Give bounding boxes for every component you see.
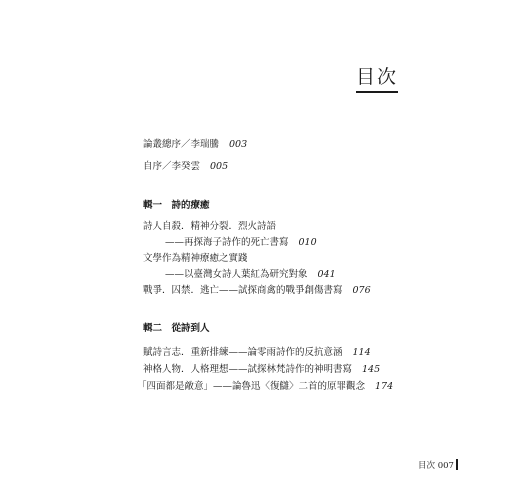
toc-entry-page: 003 <box>229 139 248 150</box>
section-heading-part1: 輯一 詩的療癒 <box>143 200 210 211</box>
toc-entry <box>143 285 371 297</box>
footer-page-number: 007 <box>437 461 454 471</box>
toc-entry-text: 自序／李癸雲 <box>143 161 201 172</box>
toc-entry-text: 「四面都是敵意」——論魯迅〈復讎〉二首的原罪觀念 <box>137 381 366 392</box>
toc-entry <box>143 253 248 265</box>
page-title: 目次 <box>356 62 398 93</box>
toc-entry-text: 神格人物．人格理想——試探林梵詩作的神明書寫 <box>143 364 353 375</box>
toc-entry-text: 詩人自殺．精神分裂．烈火詩語 <box>143 221 277 232</box>
toc-entry <box>143 161 228 173</box>
toc-entry-subtitle <box>165 237 317 249</box>
footer-bar <box>456 459 458 470</box>
toc-entry <box>143 221 276 233</box>
toc-entry-text: ——以臺灣女詩人葉紅為研究對象 <box>165 269 308 280</box>
toc-entry-page: 174 <box>375 381 394 392</box>
toc-entry-page: 076 <box>352 285 371 296</box>
toc-entry-text: 論叢總序／李瑞騰 <box>143 139 220 150</box>
toc-entry-text: 賦詩言志．重新排練——論零雨詩作的反抗意涵 <box>143 347 343 358</box>
toc-entry-page: 041 <box>317 269 336 280</box>
toc-entry-text: 文學作為精神療癒之實踐 <box>143 253 248 264</box>
toc-entry-page: 010 <box>298 237 317 248</box>
toc-entry <box>143 139 247 151</box>
toc-entry <box>143 347 371 359</box>
section-heading-part2: 輯二 從詩到人 <box>143 323 210 334</box>
toc-entry-page: 005 <box>210 161 229 172</box>
toc-entry-page: 145 <box>362 364 381 375</box>
toc-entry-subtitle <box>165 269 336 281</box>
footer-label: 目次 <box>418 461 436 471</box>
toc-entry <box>143 364 380 376</box>
toc-entry-page: 114 <box>352 347 371 358</box>
toc-entry <box>137 381 393 393</box>
toc-entry-text: ——再探海子詩作的死亡書寫 <box>165 237 289 248</box>
page-footer <box>418 459 458 471</box>
toc-entry-text: 戰爭．囚禁．逃亡——試探商禽的戰爭創傷書寫 <box>143 285 343 296</box>
